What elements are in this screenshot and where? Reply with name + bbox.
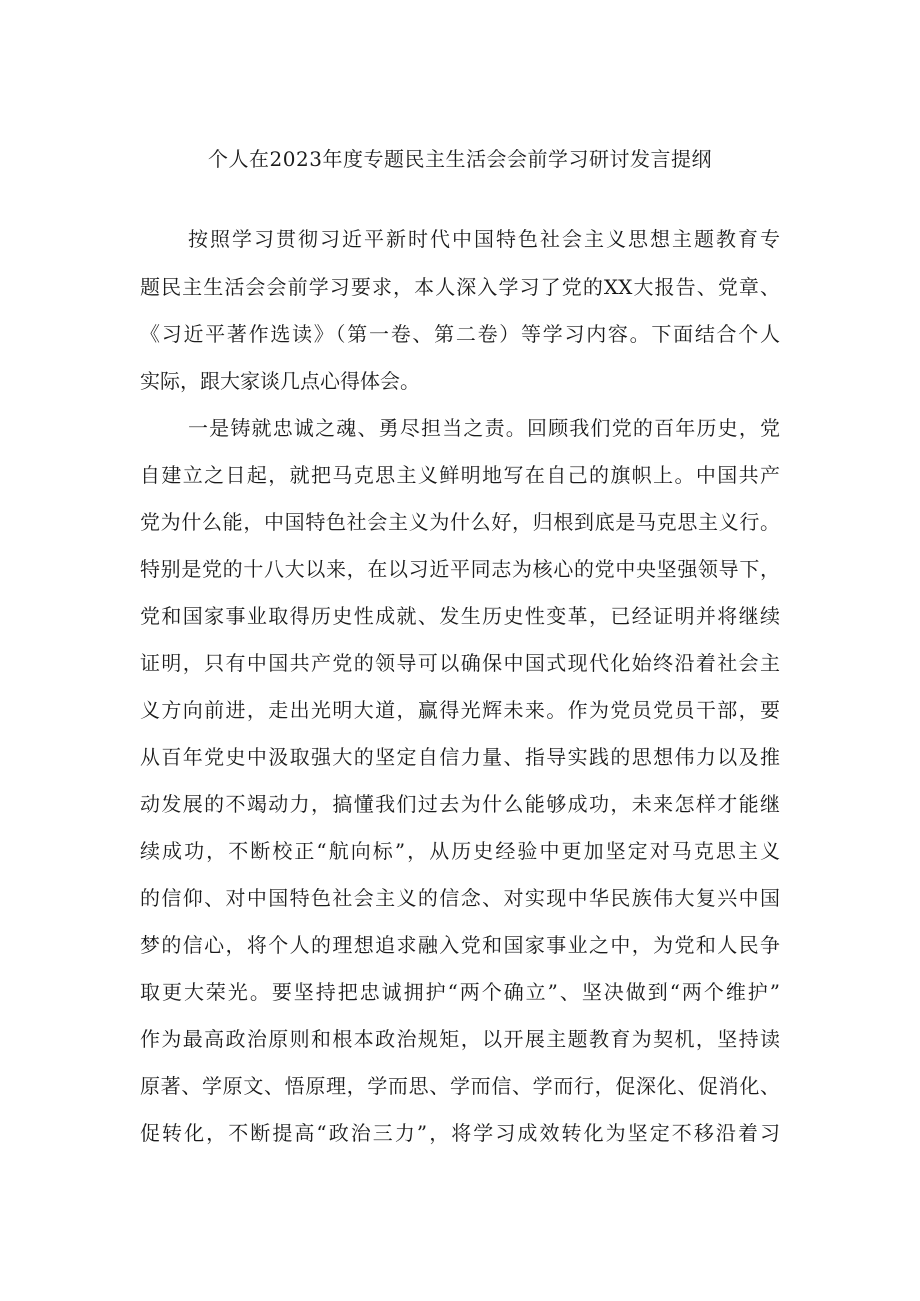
- paragraph-line: 证明，只有中国共产党的领导可以确保中国式现代化始终沿着社会主: [140, 651, 780, 675]
- paragraph-line: 作为最高政治原则和根本政治规矩，以开展主题教育为契机，坚持读: [140, 1027, 780, 1051]
- paragraph-line: 续成功，不断校正“航向标”，从历史经验中更加坚定对马克思主义: [140, 839, 780, 863]
- paragraph-line: 题民主生活会会前学习要求，本人深入学习了党的XX大报告、党章、: [140, 275, 780, 299]
- paragraph-line: 义方向前进，走出光明大道，赢得光辉未来。作为党员党员干部，要: [140, 698, 780, 722]
- paragraph-line: 实际，跟大家谈几点心得体会。: [140, 369, 420, 393]
- paragraph-line: 自建立之日起，就把马克思主义鲜明地写在自己的旗帜上。中国共产: [140, 463, 780, 487]
- paragraph-line: 梦的信心，将个人的理想追求融入党和国家事业之中，为党和人民争: [140, 933, 780, 957]
- paragraph-line: 党和国家事业取得历史性成就、发生历史性变革，已经证明并将继续: [140, 604, 780, 628]
- paragraph-line: 促转化，不断提高“政治三力”，将学习成效转化为坚定不移沿着习: [140, 1121, 780, 1145]
- paragraph-line: 从百年党史中汲取强大的坚定自信力量、指导实践的思想伟力以及推: [140, 745, 780, 769]
- paragraph-line: 的信仰、对中国特色社会主义的信念、对实现中华民族伟大复兴中国: [140, 886, 780, 910]
- paragraph-line: 党为什么能，中国特色社会主义为什么好，归根到底是马克思主义行。: [140, 510, 780, 534]
- paragraph-line: 按照学习贯彻习近平新时代中国特色社会主义思想主题教育专: [188, 227, 780, 251]
- paragraph-line: 动发展的不竭动力，搞懂我们过去为什么能够成功，未来怎样才能继: [140, 792, 780, 816]
- paragraph-line: 原著、学原文、悟原理，学而思、学而信、学而行，促深化、促消化、: [140, 1074, 780, 1098]
- paragraph-line: 取更大荣光。要坚持把忠诚拥护“两个确立”、坚决做到“两个维护”: [140, 980, 780, 1004]
- document-title: 个人在2023年度专题民主生活会会前学习研讨发言提纲: [208, 147, 712, 171]
- paragraph-line: 一是铸就忠诚之魂、勇尽担当之责。回顾我们党的百年历史，党: [188, 416, 780, 440]
- paragraph-line: 特别是党的十八大以来，在以习近平同志为核心的党中央坚强领导下，: [140, 557, 780, 581]
- paragraph-line: 《习近平著作选读》（第一卷、第二卷）等学习内容。下面结合个人: [140, 322, 780, 346]
